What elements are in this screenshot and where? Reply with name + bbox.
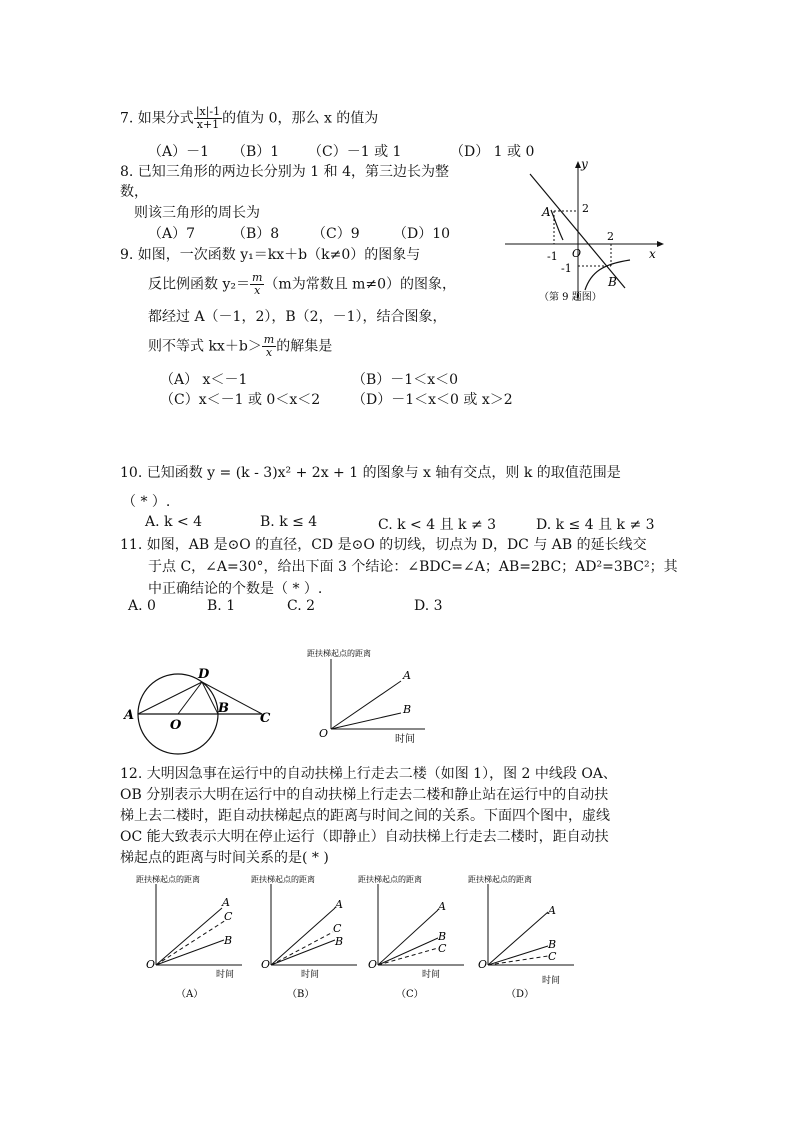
q9-line4-fraction [262, 334, 276, 359]
q11-label-b: B [218, 701, 229, 716]
q12c-origin: O [368, 958, 378, 971]
q12-graph-b [245, 870, 365, 1005]
q12a-origin: O [146, 958, 156, 971]
q12a-ylabel: 距扶梯起点的距离 [136, 875, 200, 884]
q12c-caption: （C） [396, 989, 424, 1000]
q8-option-d: （D）10 [393, 226, 451, 242]
q11-option-d: D. 3 [414, 598, 443, 614]
q11-line3: 中正确结论的个数是（ * ）. [148, 581, 323, 597]
q12-line3: 梯上去二楼时，距自动扶梯起点的距离与时间之间的关系。下面四个图中，虚线 [120, 808, 610, 824]
q8-line2: 数， [120, 184, 148, 200]
q7-option-d: （D） 1 或 0 [450, 144, 535, 160]
q11-option-c: C. 2 [287, 598, 316, 614]
q8-line3: 则该三角形的周长为 [134, 205, 260, 221]
q9-line4-den: x [265, 346, 273, 359]
q12b-caption: （B） [287, 989, 315, 1000]
q12c-label-b: B [438, 930, 447, 943]
q11-line2: 于点 C，∠A=30°，给出下面 3 个结论：∠BDC=∠A；AB=2BC；AD²=3BC²；其 [148, 559, 678, 575]
q9-tick-neg1y: -1 [561, 262, 572, 275]
fig2-ylabel: 距扶梯起点的距离 [307, 649, 371, 658]
q12-graph-d [462, 870, 582, 1005]
q9-axis-y-label: y [581, 160, 588, 171]
q10-option-a: A. k < 4 [145, 514, 203, 530]
q7-option-a: （A）－1 [148, 144, 210, 160]
q11-circle-figure [120, 660, 280, 760]
q9-point-a-label: A [542, 205, 551, 219]
q11-line-od [178, 682, 202, 714]
q12c-label-a: A [438, 900, 446, 913]
q12d-xlabel: 时间 [542, 976, 561, 986]
q9-line3: 都经过 A（－1，2），B（2，－1），结合图象， [148, 309, 447, 325]
fig2-line-ob [331, 713, 401, 729]
q9-line2-pre: 反比例函数 y₂＝ [148, 276, 250, 293]
q8-option-a: （A）7 [148, 226, 196, 242]
fig2-origin: O [319, 727, 329, 740]
q9-tick-neg1x: -1 [547, 250, 558, 263]
q12-line4: OC 能大致表示大明在停止运行（即静止）自动扶梯上行走去二楼时，距自动扶 [120, 829, 609, 845]
q9-line4-pre: 则不等式 kx＋b＞ [148, 338, 262, 355]
q9-line4-num: m [263, 333, 275, 346]
q9-option-a: （A） x＜－1 [160, 372, 248, 388]
q9-line2-post: （m为常数且 m≠0）的图象， [264, 276, 457, 293]
q10-option-b: B. k ≤ 4 [260, 514, 318, 530]
q9-line2-num: m [251, 271, 263, 284]
q9-option-d: （D）－1＜x＜0 或 x＞2 [352, 392, 513, 408]
q8-option-c: （C）9 [312, 226, 360, 242]
q12a-line-a [156, 908, 222, 965]
q12d-caption: （D） [506, 989, 535, 1000]
q11-option-a: A. 0 [128, 598, 156, 614]
q7-stem [120, 106, 378, 131]
q12d-label-b: B [548, 938, 557, 951]
q12a-caption: （A） [176, 989, 204, 1000]
q9-tick-2y: 2 [582, 202, 589, 215]
q9-line2-fraction [250, 272, 264, 297]
q7-frac-den: x+1 [196, 118, 220, 131]
q7-option-c: （C）－1 或 1 [308, 144, 402, 160]
q12c-xlabel: 时间 [422, 970, 441, 980]
q12d-label-a: A [548, 904, 556, 917]
q8-line1: 8. 已知三角形的两边长分别为 1 和 4，第三边长为整 [120, 164, 449, 180]
q12a-label-a: A [222, 896, 230, 909]
q11-label-a: A [124, 708, 135, 723]
q12-graph-c [352, 870, 472, 1005]
q12d-ylabel: 距扶梯起点的距离 [468, 875, 532, 884]
q12-line5: 梯起点的距离与时间关系的是( * ) [120, 850, 329, 866]
q12b-label-c: C [333, 922, 342, 935]
q9-tick-2x: 2 [607, 230, 614, 243]
q9-origin-label: O [572, 247, 582, 260]
q10-option-d: D. k ≤ 4 且 k ≠ 3 [536, 517, 655, 533]
fig2-label-a: A [403, 669, 411, 682]
q10-option-c: C. k < 4 且 k ≠ 3 [378, 517, 497, 533]
q11-label-o: O [170, 718, 182, 733]
q11-label-d: D [198, 667, 210, 682]
q10-line2: （ * ）. [122, 494, 171, 510]
q12a-label-b: B [224, 934, 233, 947]
q7-prefix: 7. 如果分式 [120, 110, 194, 127]
q12d-origin: O [478, 958, 488, 971]
q9-option-b: （B）－1＜x＜0 [352, 372, 458, 388]
q10-line1: 10. 已知函数 y = (k - 3)x² + 2x + 1 的图象与 x 轴有交点，则 k 的取值范围是 [120, 465, 621, 481]
q12b-ylabel: 距扶梯起点的距离 [251, 875, 315, 884]
q7-option-b: （B）1 [232, 144, 280, 160]
q9-graph [505, 160, 665, 306]
q12a-xlabel: 时间 [216, 970, 235, 980]
q12b-label-a: A [335, 898, 343, 911]
q8-option-b: （B）8 [232, 226, 280, 242]
q12-graph-a [130, 870, 250, 1005]
q12a-line-c [156, 920, 226, 965]
fig2-line-oa [331, 681, 401, 729]
q12-line2: OB 分别表示大明在运行中的自动扶梯上行走去二楼和静止站在运行中的自动扶 [120, 787, 609, 803]
q12a-label-c: C [224, 910, 233, 923]
q11-line-ad [138, 682, 202, 714]
q12c-ylabel: 距扶梯起点的距离 [358, 875, 422, 884]
q12b-line-a [271, 908, 335, 965]
q11-line1: 11. 如图，AB 是⊙O 的直径，CD 是⊙O 的切线，切点为 D，DC 与 AB 的延长线交 [120, 537, 647, 553]
q7-frac-num: |x|-1 [195, 105, 221, 118]
q9-line4-post: 的解集是 [276, 338, 333, 355]
q12b-label-b: B [335, 935, 344, 948]
q11-line-dc [202, 682, 262, 714]
q9-point-b-label: B [608, 275, 617, 289]
q9-line1: 9. 如图，一次函数 y₁＝kx＋b（k≠0）的图象与 [120, 247, 421, 263]
q9-x-arrow-icon [657, 241, 664, 247]
q12c-line-b [378, 938, 438, 965]
fig2-xlabel: 时间 [395, 734, 415, 745]
q12a-line-b [156, 940, 224, 965]
q9-line4 [148, 334, 332, 359]
fig2-label-b: B [403, 703, 412, 716]
q12b-line-b [271, 940, 335, 965]
q12c-label-c: C [438, 942, 447, 955]
q9-option-c: （C）x＜－1 或 0＜x＜2 [160, 392, 321, 408]
q7-suffix: 的值为 0，那么 x 的值为 [222, 110, 379, 127]
q11-label-c: C [260, 711, 271, 726]
q12d-line-b [488, 946, 548, 965]
q9-caption: （第 9 题图） [539, 292, 602, 303]
q12d-label-c: C [548, 950, 557, 963]
q11-option-b: B. 1 [207, 598, 236, 614]
q12-line1: 12. 大明因急事在运行中的自动扶梯上行走去二楼（如图 1），图 2 中线段 OA、 [120, 766, 617, 782]
q12b-origin: O [261, 958, 271, 971]
fig2-graph [305, 645, 435, 745]
q7-fraction [194, 106, 222, 131]
q12b-xlabel: 时间 [301, 970, 320, 980]
q9-hyperbola-left [551, 210, 563, 240]
q9-axis-x-label: x [649, 247, 656, 261]
q9-line2-den: x [254, 284, 261, 297]
q9-line2 [148, 272, 456, 297]
